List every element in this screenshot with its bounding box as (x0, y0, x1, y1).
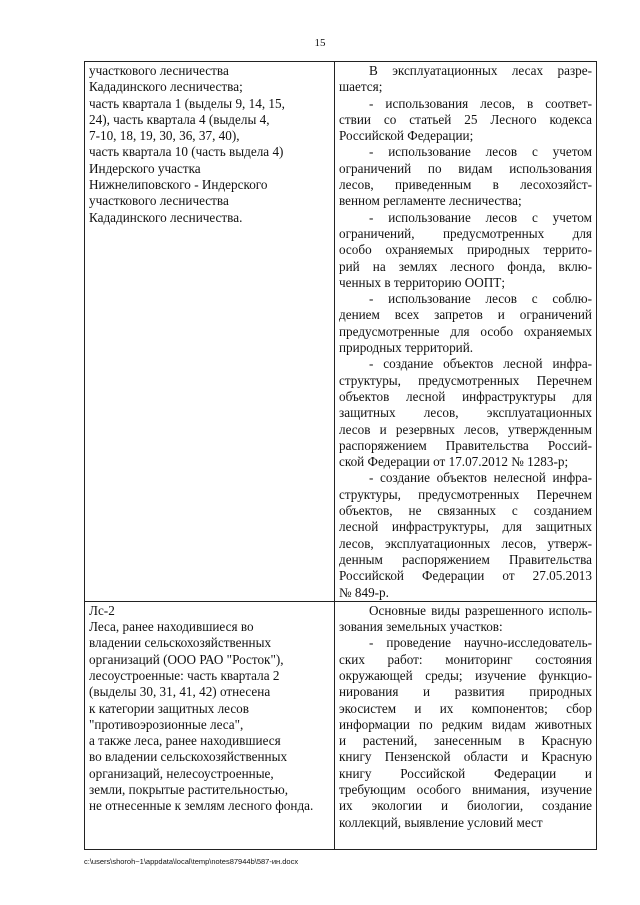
cell-text-line: "противоэрозионные леса", (89, 716, 244, 732)
cell-text-line: и растений, занесенным в Красную (339, 733, 592, 749)
left-cell (85, 62, 335, 602)
cell-text-line: экосистем и их компонентов; сбор (339, 700, 592, 716)
cell-text-line: ствии со статьей 25 Лесного кодекса (339, 111, 592, 127)
cell-text-line: шается; (339, 79, 383, 95)
cell-text-line: Кададинского лесничества. (89, 209, 243, 225)
cell-text-line: ограничений, предусмотренных для (339, 225, 592, 241)
cell-text-line: - использование лесов с соблю- (369, 291, 592, 307)
cell-text-line: информации по редким видам животных (339, 716, 592, 732)
cell-text-line: Леса, ранее находившиеся во (89, 619, 254, 635)
cell-text-line: лесов, приведенным в лесохозяйст- (339, 177, 592, 193)
cell-text-line: земли, покрытые растительностью, (89, 782, 289, 798)
cell-text-line: В эксплуатационных лесах разре- (369, 63, 592, 78)
file-path-footer: c:\users\shoroh~1\appdata\local\temp\notes87944b\587-ин.docx (84, 857, 299, 866)
cell-text-line: часть квартала 10 (часть выдела 4) (89, 144, 284, 160)
document-table (84, 61, 597, 850)
cell-text-line: зования земельных участков: (339, 619, 503, 635)
cell-text-line: - использование лесов с учетом (369, 209, 592, 225)
cell-text-line: нирования и развития природных (339, 684, 592, 700)
cell-text-line: лесной инфраструктуры, для защитных (339, 519, 592, 535)
cell-text-line: распоряжением Правительства Россий- (339, 437, 592, 453)
cell-text-line: к категории защитных лесов (89, 700, 250, 716)
cell-text-line: ченных в территорию ООПТ; (339, 274, 506, 290)
cell-text-line: владении сельскохозяйственных (89, 635, 272, 651)
cell-text-line: природных территорий. (339, 340, 474, 356)
cell-text-line: ограничений по видам использования (339, 160, 592, 176)
cell-text-line: особо охраняемых природных террито- (339, 242, 592, 258)
cell-text-line: (выделы 30, 31, 41, 42) отнесена (89, 684, 271, 700)
cell-text-line: лесов и резервных лесов, утвержденным (339, 421, 592, 437)
cell-text-line: - создание объектов нелесной инфра- (369, 470, 592, 486)
cell-text-line: структуры, предусмотренных Перечнем (339, 372, 592, 388)
left-cell (85, 601, 335, 849)
cell-text-line: Индерского участка (89, 160, 201, 176)
cell-text-line: лесоустроенные: часть квартала 2 (89, 667, 280, 683)
cell-text-line: часть квартала 1 (выделы 9, 14, 15, (89, 95, 285, 111)
cell-text-line: требующим особого внимания, изучение (339, 782, 592, 798)
cell-text-line: № 849-р. (339, 584, 389, 600)
page-number: 15 (314, 37, 326, 49)
cell-text-line: 24), часть квартала 4 (выделы 4, (89, 111, 270, 127)
cell-text-line: не отнесенные к землям лесного фонда. (89, 798, 314, 814)
cell-text-line: объектов лесной инфраструктуры для (339, 388, 592, 404)
cell-text-line: а также леса, ранее находившиеся (89, 733, 281, 749)
right-cell (335, 601, 597, 849)
table-row (85, 601, 597, 849)
cell-text-line: ской Федерации от 17.07.2012 № 1283-р; (339, 454, 569, 470)
cell-text-line: венном регламенте лесничества; (339, 193, 522, 209)
cell-text-line: Российской Федерации от 27.05.2013 (339, 568, 592, 584)
cell-text-line: - проведение научно-исследователь- (369, 635, 592, 651)
cell-text-line: - использования лесов, в соответ- (369, 95, 592, 111)
cell-text-line: книгу Пензенской области и Красную (339, 749, 592, 765)
cell-text-line: дением всех запретов и ограничений (339, 307, 592, 323)
cell-text-line: предусмотренные для особо охраняемых (339, 323, 592, 339)
right-cell (335, 62, 597, 602)
cell-text-line: организаций (ООО РАО "Росток"), (89, 651, 284, 667)
cell-text-line: лесов, эксплуатационных лесов, утверж- (339, 535, 592, 551)
cell-text-line: книгу Российской Федерации и (339, 765, 592, 781)
cell-text-line: объектов, не связанных с созданием (339, 503, 592, 519)
table-row (85, 62, 597, 602)
cell-text-line: - использование лесов с учетом (369, 144, 592, 160)
cell-text-line: - создание объектов лесной инфра- (369, 356, 592, 372)
cell-text-line: их экологии и биологии, создание (339, 798, 592, 814)
cell-text-line: 7-10, 18, 19, 30, 36, 37, 40), (89, 128, 240, 144)
cell-text-line: коллекций, выявление условий мест (339, 814, 543, 830)
cell-text-line: ских работ: мониторинг состояния (339, 651, 592, 667)
cell-text-line: Кададинского лесничества; (89, 79, 243, 95)
cell-text-line: Российской Федерации; (339, 128, 474, 144)
cell-text-line: Нижнелиповского - Индерского (89, 177, 268, 193)
cell-text-line: во владении сельскохозяйственных (89, 749, 288, 765)
cell-text-line: рий на землях лесного фонда, вклю- (339, 258, 592, 274)
cell-text-line: организаций, нелесоустроенные, (89, 765, 274, 781)
cell-text-line: структуры, предусмотренных Перечнем (339, 486, 592, 502)
cell-text-line: денным распоряжением Правительства (339, 551, 592, 567)
cell-text-line: участкового лесничества (89, 193, 229, 209)
cell-text-line: Лс-2 (89, 602, 115, 618)
cell-text-line: Основные виды разрешенного исполь- (369, 602, 592, 618)
cell-text-line: защитных лесов, эксплуатационных (339, 405, 592, 421)
cell-text-line: участкового лесничества (89, 63, 229, 78)
cell-text-line: окружающей среды; изучение функцио- (339, 667, 592, 683)
